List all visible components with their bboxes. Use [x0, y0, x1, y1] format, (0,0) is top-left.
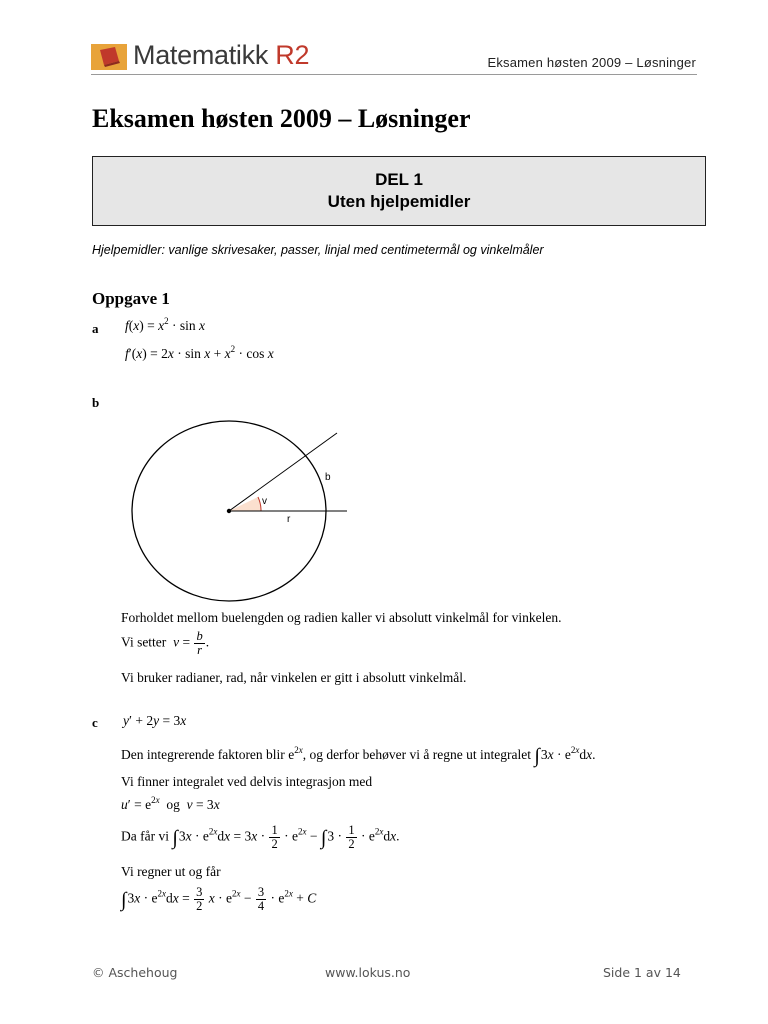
equation-a2: $f'(x) = 2x \cdot \sin x + x^2 \cdot \cos x$ — [125, 344, 274, 361]
b-text-3: Vi bruker radianer, rad, når vinkelen er gitt i absolutt vinkelmål. — [121, 670, 467, 685]
header-divider — [91, 74, 697, 75]
subtask-b-label: b — [92, 395, 100, 410]
ray-line — [229, 433, 337, 511]
subtask-a-label: a — [92, 321, 99, 336]
logo-text — [133, 40, 309, 71]
footer-copyright: © Aschehoug — [92, 965, 178, 980]
page-title: Eksamen høsten 2009 – Løsninger — [92, 104, 471, 133]
book-icon — [91, 44, 127, 70]
c-text-3-prefix: Da får vi — [121, 828, 169, 844]
c-text-1: Den integrerende faktoren blir $e^{2x}$, og derfor behøver vi å regne ut integralet $\int 3x \cdot e^{2x}dx$. — [121, 745, 596, 767]
angle-label: v — [262, 496, 267, 507]
logo-suffix: R2 — [275, 40, 310, 70]
subtask-c-label: c — [92, 715, 98, 730]
equation-c2: $u' = e^{2x}$ og v = 3x — [121, 795, 220, 812]
header-title: Eksamen høsten 2009 – Løsninger — [487, 55, 696, 70]
c-text-3: Da får vi $\int 3x \cdot e^{2x}dx = 3x$ · $\frac{1}{2}$ · $e^{2x} - \int 3$ · $\frac{1}{2}$ · $e^{2x}dx$. — [121, 823, 400, 852]
circle-diagram — [125, 420, 355, 605]
center-point — [227, 509, 231, 513]
c-text-2: Vi finner integralet ved delvis integrasjon med — [121, 774, 373, 789]
b-text-2: Vi setter v = $\frac{b}{r}$ . — [121, 629, 210, 658]
part-box — [92, 156, 706, 226]
footer-website[interactable]: www.lokus.no — [325, 965, 411, 980]
part-subtitle: Uten hjelpemidler — [327, 192, 471, 211]
logo-icon — [91, 44, 127, 70]
equation-c3: $\int 3x \cdot e^{2x}dx$ = $\frac{3}{2}$ $x \cdot e^{2x}$ − $\frac{3}{4}$ · $e^{2x} + C$ — [121, 885, 317, 914]
c-text-4: Vi regner ut og får — [121, 864, 221, 879]
arc-label: b — [325, 472, 331, 483]
radius-label: r — [287, 514, 291, 525]
c-text-1-part2: , og derfor behøver vi å regne ut integralet — [302, 747, 531, 762]
task-heading: Oppgave 1 — [92, 289, 170, 308]
part-number: DEL 1 — [375, 170, 423, 189]
b-text-1: Forholdet mellom buelengden og radien kaller vi absolutt vinkelmål for vinkelen. — [121, 610, 562, 625]
og-word: og — [166, 797, 180, 812]
equation-c1: y′ + 2y = 3x — [123, 713, 187, 728]
footer-page-number: Side 1 av 14 — [603, 965, 681, 980]
logo-name: Matematikk — [133, 40, 269, 70]
fraction-b-over-r: $\frac{b}{r}$ — [196, 629, 203, 658]
aids-text: Hjelpemidler: vanlige skrivesaker, passer, linjal med centimetermål og vinkelmåler — [92, 243, 544, 257]
equation-a1: $f(x) = x^2 \cdot \sin x$ — [125, 316, 205, 333]
b-text-2-prefix: Vi setter — [121, 634, 167, 650]
c-text-1-part1: Den integrerende faktoren blir — [121, 747, 285, 762]
